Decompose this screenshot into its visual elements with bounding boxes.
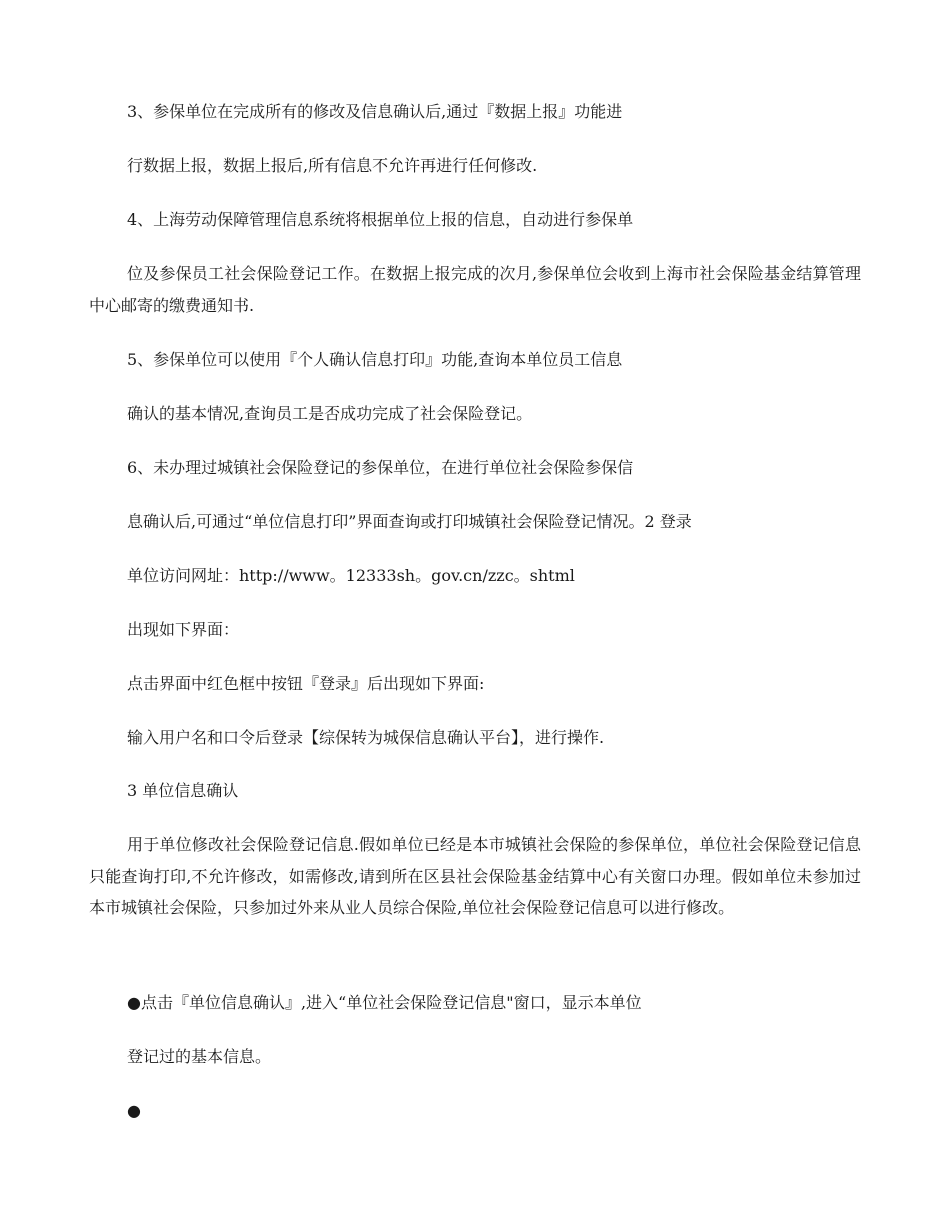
paragraph-step-6-cont: 息确认后,可通过“单位信息打印”界面查询或打印城镇社会保险登记情况。2 登录 (127, 512, 692, 531)
paragraph-enter-credentials: 输入用户名和口令后登录【综保转为城保信息确认平台】，进行操作. (127, 728, 605, 747)
paragraph-step-6: 6、未办理过城镇社会保险登记的参保单位，在进行单位社会保险参保信 (127, 458, 634, 477)
paragraph-step-5: 5、参保单位可以使用『个人确认信息打印』功能,查询本单位员工信息 (127, 350, 623, 369)
bullet-empty: ● (127, 1101, 141, 1120)
paragraph-unit-info-desc: 用于单位修改社会保险登记信息.假如单位已经是本市城镇社会保险的参保单位，单位社会保险登记信息只能查询打印,不允许修改，如需修改,请到所在区县社会保险基金结算中心有关窗口办理。假如单位未参加过本市城镇社会保险，只参加过外来从业人员综合保险,单位社会保险登记信息可以进行修改。 (89, 835, 861, 917)
paragraph-step-3: 3、参保单位在完成所有的修改及信息确认后,通过『数据上报』功能进 (127, 102, 623, 121)
paragraph-step-4: 4、上海劳动保障管理信息系统将根据单位上报的信息，自动进行参保单 (127, 210, 634, 229)
paragraph-interface-appears: 出现如下界面： (127, 620, 240, 639)
paragraph-step-3-cont: 行数据上报，数据上报后,所有信息不允许再进行任何修改. (127, 156, 538, 175)
paragraph-step-5-cont: 确认的基本情况,查询员工是否成功完成了社会保险登记。 (127, 404, 533, 423)
bullet-click-unit-info-cont: 登记过的基本信息。 (127, 1047, 272, 1066)
paragraph-click-login: 点击界面中红色框中按钮『登录』后出现如下界面: (127, 674, 485, 693)
section-heading-unit-info: 3 单位信息确认 (127, 781, 239, 800)
bullet-click-unit-info: ●点击『单位信息确认』,进入“单位社会保险登记信息"窗口，显示本单位 (127, 993, 642, 1012)
paragraph-login-url: 单位访问网址：http://www。12333sh。gov.cn/zzc。shtml (127, 566, 575, 585)
paragraph-step-4-cont: 位及参保员工社会保险登记工作。在数据上报完成的次月,参保单位会收到上海市社会保险基金结算管理中心邮寄的缴费通知书. (89, 264, 861, 315)
